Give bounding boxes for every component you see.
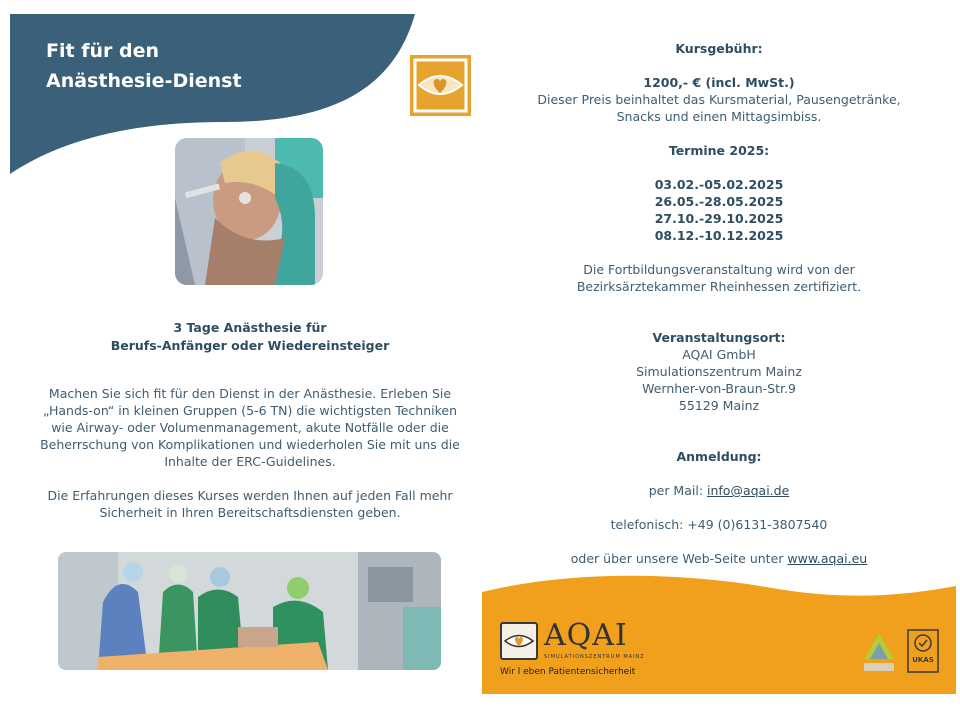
venue-line: AQAI GmbH: [682, 347, 756, 362]
page-title: [46, 36, 242, 96]
title-line-2: Anästhesie-Dienst: [46, 70, 242, 92]
venue-line: Simulationszentrum Mainz: [636, 364, 802, 379]
venue-heading: Veranstaltungsort:: [652, 330, 786, 345]
date-item: 03.02.-05.02.2025: [654, 177, 784, 192]
fee-heading: Kursgebühr:: [675, 41, 763, 56]
mail-line: [482, 482, 956, 499]
venue-line: Wernher-von-Braun-Str.9: [642, 381, 796, 396]
aqai-brand: AQAI: [544, 618, 628, 653]
date-item: 26.05.-28.05.2025: [654, 194, 784, 209]
website-link[interactable]: www.aqai.eu: [787, 551, 868, 566]
fee-price: 1200,- € (incl. MwSt.): [643, 75, 795, 90]
email-link[interactable]: info@aqai.de: [707, 483, 790, 498]
web-prefix: oder über unsere Web-Seite unter: [570, 551, 788, 566]
dates-heading: Termine 2025:: [668, 143, 770, 158]
phone-line: telefonisch: +49 (0)6131-3807540: [610, 517, 828, 532]
description-paragraph-2: Die Erfahrungen dieses Kurses werden Ihnen auf jeden Fall mehr Sicherheit in Ihren Bereitschaftsdiensten geben.: [47, 488, 453, 520]
course-subtitle: [10, 319, 490, 355]
ukas-text: UKAS: [912, 656, 934, 664]
date-item: 08.12.-10.12.2025: [654, 228, 784, 243]
right-panel: [482, 14, 956, 714]
mannequin-photo: [175, 138, 323, 285]
course-description: [40, 385, 460, 538]
aqai-brand-sub: SIMULATIONSZENTRUM MAINZ: [544, 654, 645, 660]
course-info: [482, 40, 956, 567]
aqai-logo-icon: [500, 622, 538, 660]
certification-mark-icon: [862, 629, 896, 677]
mail-prefix: per Mail:: [648, 483, 708, 498]
title-line-1: Fit für den: [46, 40, 159, 62]
subtitle-line-1: 3 Tage Anästhesie für: [173, 320, 327, 335]
fee-description: Dieser Preis beinhaltet das Kursmaterial, Pausengetränke, Snacks und einen Mittagsimbiss.: [537, 92, 901, 124]
left-panel: [10, 14, 480, 714]
description-paragraph-1: Machen Sie sich fit für den Dienst in der Anästhesie. Erleben Sie „Hands-on“ in kleinen Gruppen (5-6 TN) die wichtigsten Techniken wie Airway- oder Volumenmanagement, akute Notfälle oder die Beherrschung von Komplikationen und wiederholen Sie mit uns die Inhalte der ERC-Guidelines.: [40, 386, 460, 469]
operating-room-photo: [58, 552, 441, 670]
registration-heading: Anmeldung:: [676, 449, 762, 464]
web-line: [482, 550, 956, 567]
ukas-badge-icon: [907, 629, 939, 673]
slogan: Wir l eben Patientensicherheit: [500, 667, 636, 677]
certification-text: Die Fortbildungsveranstaltung wird von der Bezirksärztekammer Rheinhessen zertifiziert.: [576, 262, 862, 294]
subtitle-line-2: Berufs-Anfänger oder Wiedereinsteiger: [110, 338, 390, 353]
eye-heart-logo-icon: [410, 55, 471, 116]
date-item: 27.10.-29.10.2025: [654, 211, 784, 226]
venue-line: 55129 Mainz: [678, 398, 760, 413]
